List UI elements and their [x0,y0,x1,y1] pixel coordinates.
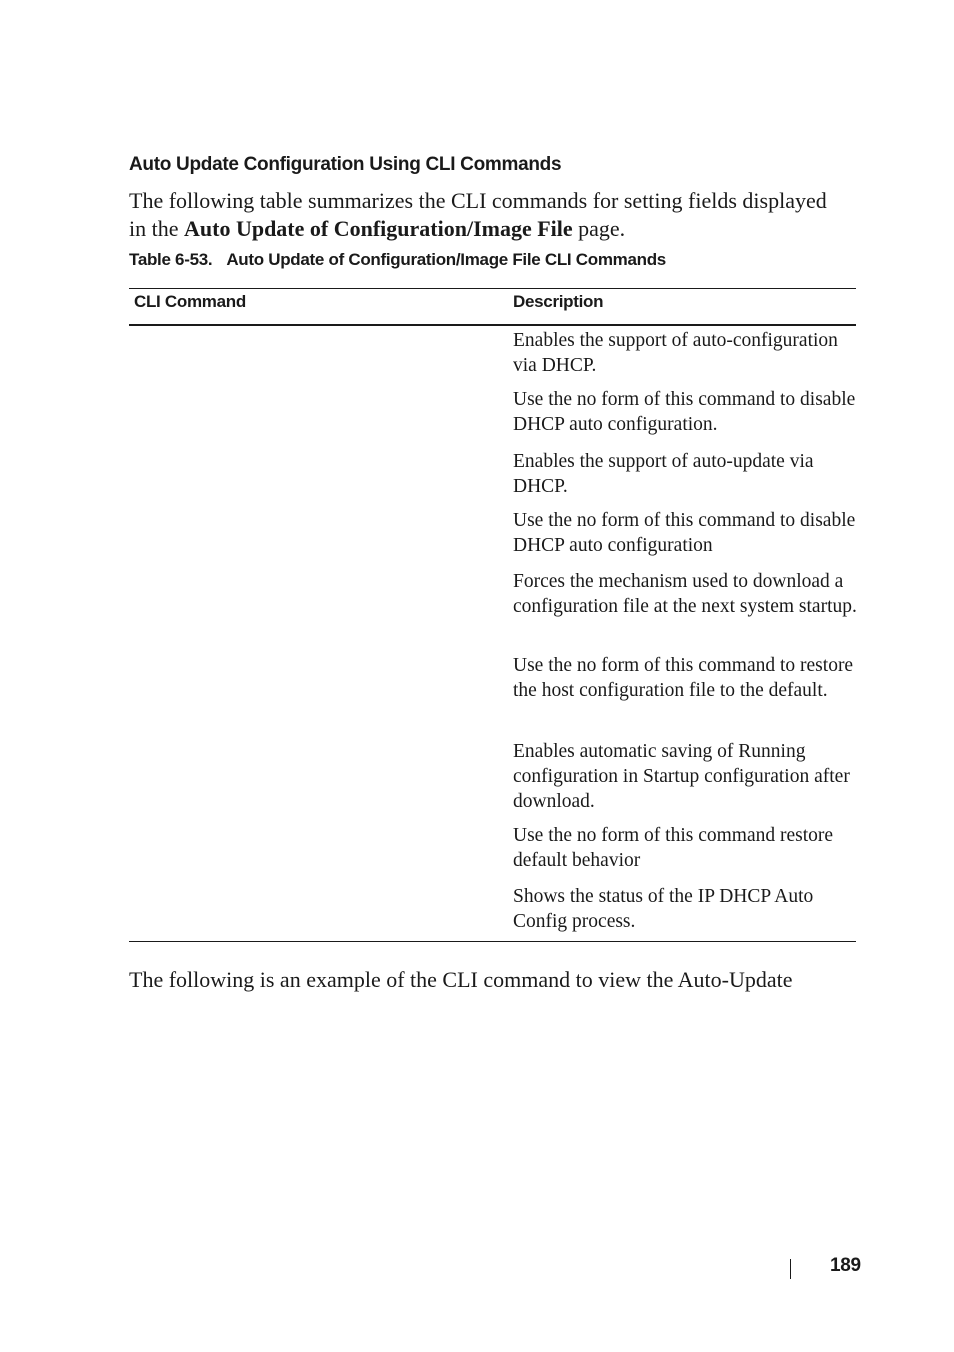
intro-paragraph [129,187,829,243]
table-caption-number: Table 6-53. [129,250,213,269]
page-number: 189 [830,1255,861,1276]
table-description-cell: Use the no form of this command to disable DHCP auto configuration [513,510,856,556]
table-caption-title: Auto Update of Configuration/Image File CLI Commands [226,250,666,269]
intro-text-before: The following table summarizes the CLI commands for setting fields displayed in the [129,188,827,241]
table-description-cell: Enables the support of auto-configuration via DHCP. [513,330,838,376]
intro-text-after: page. [572,216,626,241]
section-heading: Auto Update Configuration Using CLI Commands [129,154,562,175]
column-header-cli-command: CLI Command [134,292,246,311]
intro-bold-term: Auto Update of Configuration/Image File [184,216,573,241]
table-header-rule [129,324,856,326]
table-description-cell: Use the no form of this command restore default behavior [513,825,834,871]
table-description-cell: Use the no form of this command to restore the host configuration file to the default. [513,655,854,701]
body-paragraph: The following is an example of the CLI command to view the Auto-Update [129,967,793,992]
page-number-separator [790,1259,791,1279]
table-description-cell: Use the no form of this command to disable DHCP auto configuration. [513,389,856,435]
column-header-description: Description [513,292,604,311]
table-bottom-rule [129,941,856,942]
table-description-cell: Shows the status of the IP DHCP Auto Config process. [513,886,814,932]
table-caption [129,250,666,270]
table-description-cell: Enables automatic saving of Running configuration in Startup configuration after download. [513,741,850,812]
table-description-cell: Enables the support of auto-update via DHCP. [513,451,814,497]
table-top-rule [129,288,856,289]
table-description-cell: Forces the mechanism used to download a configuration file at the next system startup. [513,571,857,617]
